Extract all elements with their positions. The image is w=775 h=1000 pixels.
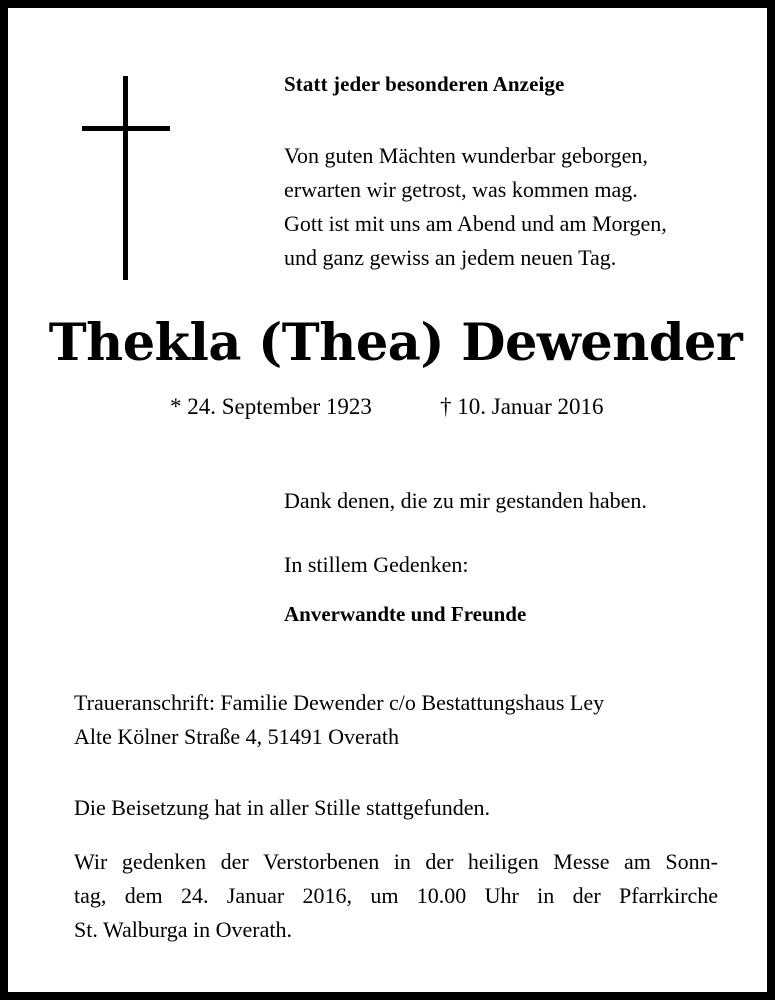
mass-line bbox=[74, 845, 718, 879]
poem-line: und ganz gewiss an jedem neuen Tag. bbox=[284, 245, 617, 270]
mass-word: 2016, bbox=[302, 883, 353, 908]
mass-word: am bbox=[623, 849, 651, 874]
mourning-address bbox=[74, 686, 604, 754]
poem bbox=[284, 139, 667, 275]
mourners: Anverwandte und Freunde bbox=[284, 602, 527, 626]
mass-word: dem bbox=[124, 883, 163, 908]
mass-word: um bbox=[370, 883, 399, 908]
mass-word: 10.00 bbox=[416, 883, 467, 908]
mass-line bbox=[74, 879, 718, 913]
cross-icon-bar bbox=[82, 126, 170, 131]
mass-word: in bbox=[393, 849, 411, 874]
mass-word: der bbox=[572, 883, 601, 908]
death-date: † 10. Januar 2016 bbox=[440, 394, 604, 419]
mass-word: in bbox=[537, 883, 555, 908]
mass-line: St. Walburga in Overath. bbox=[74, 917, 292, 942]
mass-word: Sonn- bbox=[665, 849, 718, 874]
cross-icon bbox=[123, 76, 128, 280]
mass-word: Pfarrkirche bbox=[619, 883, 718, 908]
deceased-name: Thekla (Thea) Dewender bbox=[48, 313, 743, 373]
memorial-mass-note bbox=[74, 845, 718, 947]
mass-word: Uhr bbox=[484, 883, 519, 908]
thanks-line: Dank denen, die zu mir gestanden haben. bbox=[284, 488, 647, 513]
poem-line: erwarten wir getrost, was kommen mag. bbox=[284, 177, 638, 202]
mass-word: heiligen bbox=[467, 849, 539, 874]
mass-word: Wir bbox=[74, 849, 108, 874]
mass-word: Messe bbox=[553, 849, 610, 874]
burial-note: Die Beisetzung hat in aller Stille stattgefunden. bbox=[74, 795, 491, 820]
mass-word: tag, bbox=[74, 883, 107, 908]
mass-word: Verstorbenen bbox=[263, 849, 380, 874]
birth-date: * 24. September 1923 bbox=[170, 394, 372, 419]
mass-word: der bbox=[220, 849, 249, 874]
address-line: Traueranschrift: Familie Dewender c/o Bestattungshaus Ley bbox=[74, 690, 605, 715]
mass-word: gedenken bbox=[121, 849, 207, 874]
mass-word: Januar bbox=[226, 883, 285, 908]
address-line: Alte Kölner Straße 4, 51491 Overath bbox=[74, 724, 400, 749]
poem-line: Von guten Mächten wunderbar geborgen, bbox=[284, 143, 648, 168]
notice-heading: Statt jeder besonderen Anzeige bbox=[284, 72, 565, 96]
memory-line: In stillem Gedenken: bbox=[284, 552, 469, 577]
mass-word: 24. bbox=[180, 883, 209, 908]
mass-word: der bbox=[425, 849, 454, 874]
poem-line: Gott ist mit uns am Abend und am Morgen, bbox=[284, 211, 667, 236]
